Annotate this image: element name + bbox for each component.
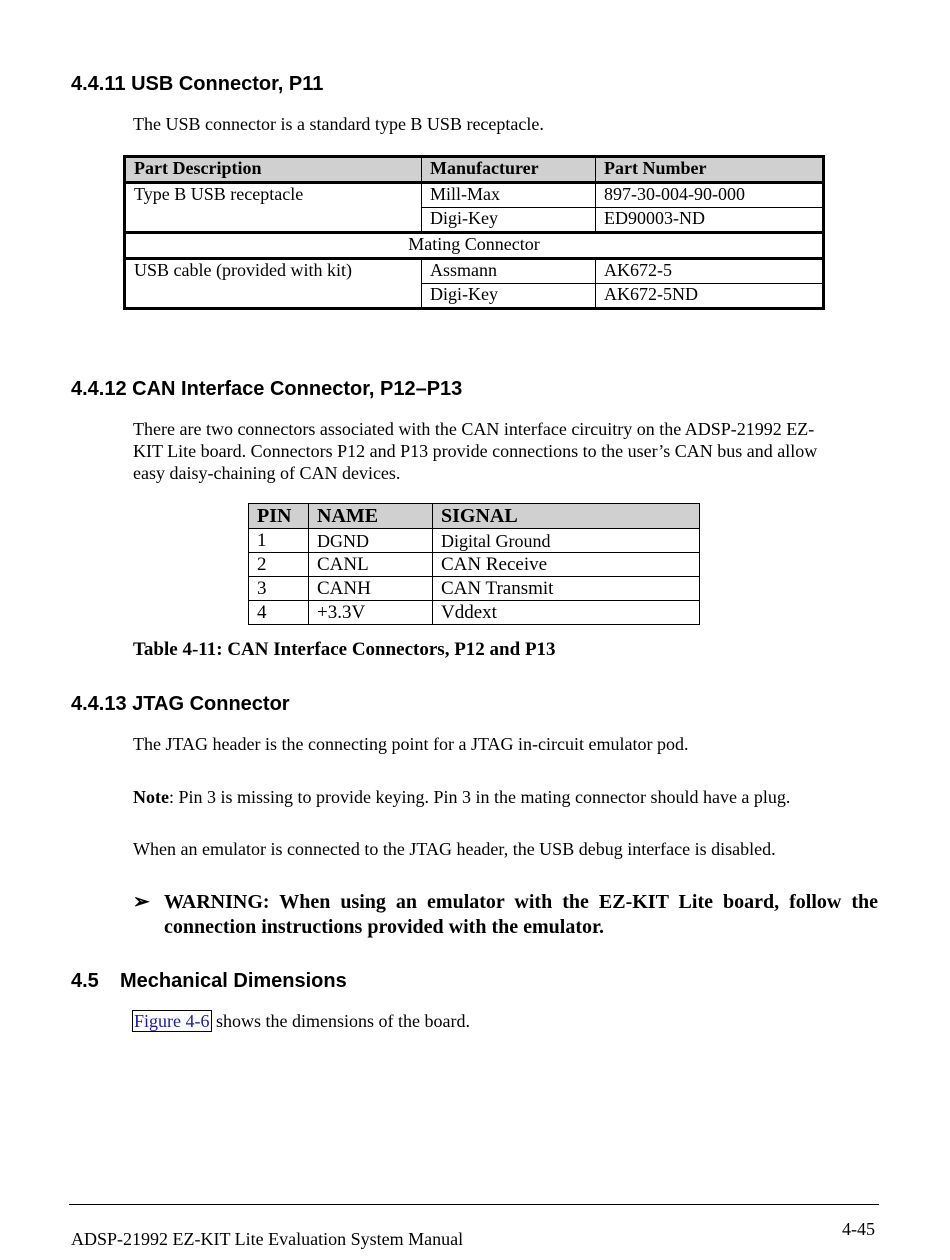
table-cell: 4 (249, 601, 309, 625)
table-cell: Type B USB receptacle (125, 183, 422, 233)
table-cell: DGND (309, 529, 433, 553)
text-line: easy daisy-chaining of CAN devices. (133, 463, 401, 483)
section-number: 4.4.12 (71, 378, 127, 400)
table-cell: Assmann (422, 259, 596, 284)
note-text: : Pin 3 is missing to provide keying. Pin 3 in the mating connector should have a plug. (168, 787, 791, 807)
table-row (249, 553, 700, 577)
table-row (249, 601, 700, 625)
header-cell: Manufacturer (422, 157, 596, 183)
table-row (125, 259, 824, 284)
table-cell: CAN Receive (433, 553, 700, 577)
table-cell: 3 (249, 577, 309, 601)
section-heading-usb (71, 73, 323, 96)
table-cell: ED90003-ND (596, 208, 824, 233)
text-line: KIT Lite board. Connectors P12 and P13 provide connections to the user’s CAN bus and allow (133, 441, 818, 461)
usb-body-text: The USB connector is a standard type B USB receptacle. (133, 114, 544, 134)
table-cell: 897-30-004-90-000 (596, 183, 824, 208)
section-heading-mechanical (71, 970, 347, 993)
header-cell: PIN (249, 504, 309, 529)
warning-block (133, 890, 878, 940)
note-label: Note (133, 787, 169, 807)
table-cell: AK672-5 (596, 259, 824, 284)
table-cell: Vddext (433, 601, 700, 625)
jtag-usb-text: When an emulator is connected to the JTAG header, the USB debug interface is disabled. (133, 839, 776, 859)
table-row (125, 233, 824, 259)
table-header-row (249, 504, 700, 529)
figure-link[interactable]: Figure 4-6 (134, 1011, 210, 1031)
table-caption: Table 4-11: CAN Interface Connectors, P12 and P13 (133, 639, 556, 660)
arrow-bullet-icon: ➢ (133, 891, 150, 913)
can-pin-table (248, 503, 700, 625)
table-cell: 1 (249, 529, 309, 553)
section-heading-can (71, 378, 462, 401)
section-title: CAN Interface Connector, P12–P13 (132, 378, 463, 400)
section-title: JTAG Connector (132, 693, 290, 715)
mechanical-body-text (132, 1010, 470, 1032)
section-number: 4.4.11 (71, 73, 126, 95)
table-cell: CAN Transmit (433, 577, 700, 601)
header-cell: NAME (309, 504, 433, 529)
header-cell: Part Number (596, 157, 824, 183)
jtag-note (133, 786, 790, 808)
section-number: 4.5 (71, 970, 99, 992)
table-cell: 2 (249, 553, 309, 577)
jtag-body-text: The JTAG header is the connecting point for a JTAG in-circuit emulator pod. (133, 734, 689, 754)
table-cell: +3.3V (309, 601, 433, 625)
mating-connector-label: Mating Connector (125, 233, 824, 259)
table-cell: Mill-Max (422, 183, 596, 208)
table-row (125, 183, 824, 208)
header-cell: Part Description (125, 157, 422, 183)
warning-text: WARNING: When using an emulator with the EZ-KIT Lite board, follow the connection instructions provided with the emulator. (164, 891, 878, 938)
table-cell: Digital Ground (433, 529, 700, 553)
table-cell: USB cable (provided with kit) (125, 259, 422, 309)
header-cell: SIGNAL (433, 504, 700, 529)
table-row (249, 577, 700, 601)
section-title: Mechanical Dimensions (120, 970, 347, 992)
text-line: There are two connectors associated with the CAN interface circuitry on the ADSP-21992 EZ- (133, 419, 815, 439)
section-heading-jtag (71, 693, 290, 716)
usb-parts-table (123, 155, 825, 310)
footer-manual-title: ADSP-21992 EZ-KIT Lite Evaluation System Manual (71, 1229, 464, 1249)
table-row (249, 529, 700, 553)
section-number: 4.4.13 (71, 693, 127, 715)
footer-divider (69, 1204, 879, 1205)
table-cell: CANL (309, 553, 433, 577)
table-cell: Digi-Key (422, 284, 596, 309)
table-header-row (125, 157, 824, 183)
can-body-text (133, 418, 893, 484)
body-text: shows the dimensions of the board. (211, 1011, 470, 1031)
table-cell: AK672-5ND (596, 284, 824, 309)
page-number: 4-45 (842, 1219, 875, 1239)
table-cell: CANH (309, 577, 433, 601)
table-cell: Digi-Key (422, 208, 596, 233)
section-title: USB Connector, P11 (131, 73, 324, 95)
